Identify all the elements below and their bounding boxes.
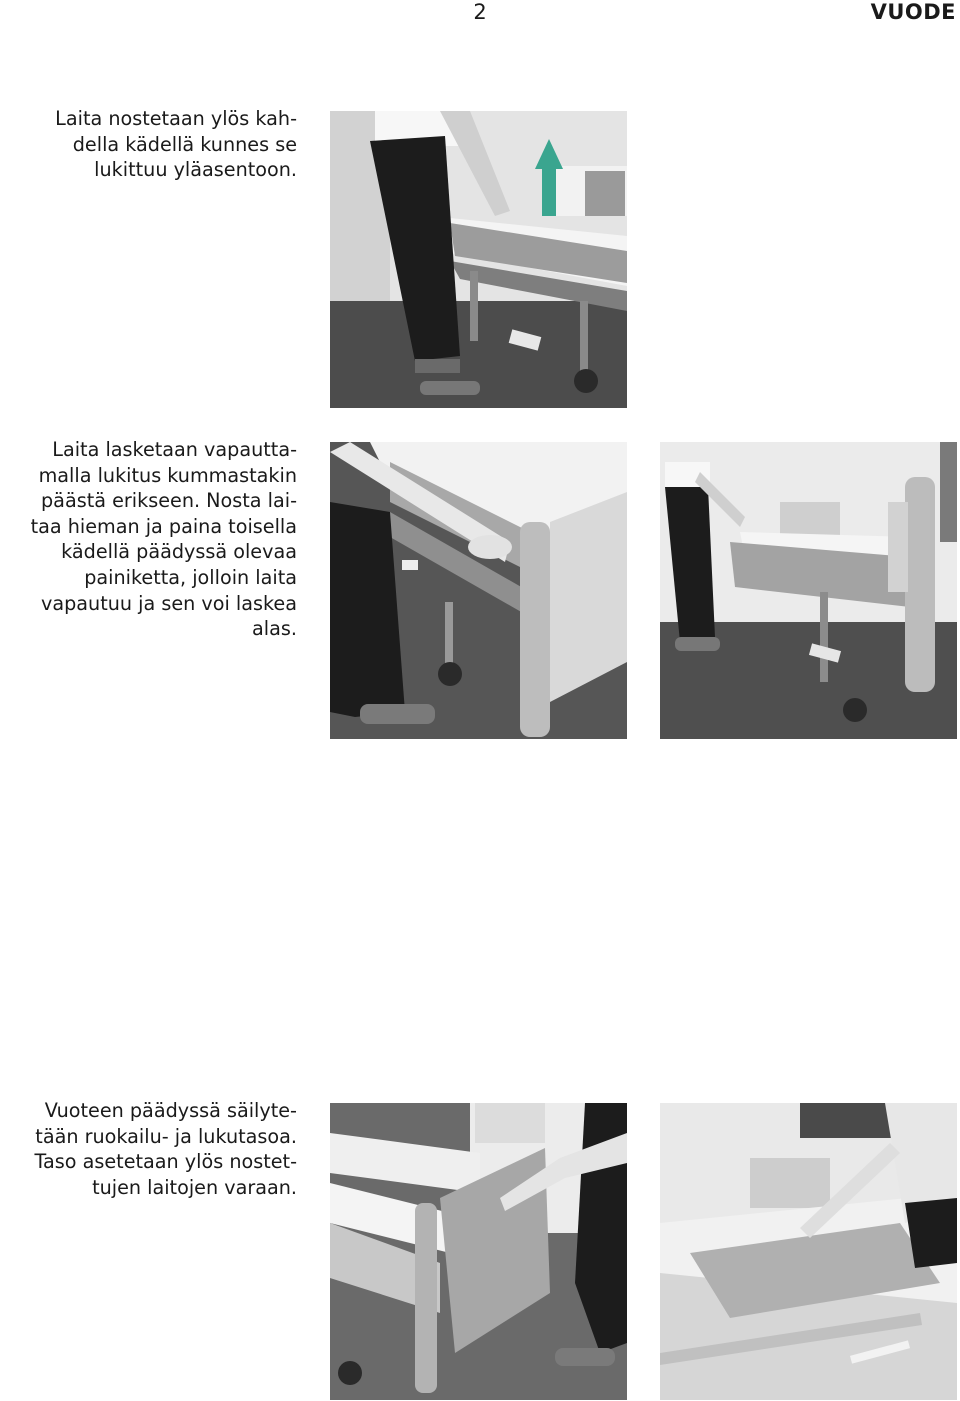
caption-line: tujen laitojen varaan. <box>92 1175 297 1199</box>
photo-removing-tray <box>330 1103 627 1400</box>
caption-dining-tray <box>0 1098 297 1200</box>
caption-line: Laita nostetaan ylös kah- <box>55 107 297 130</box>
caption-line: Taso asetetaan ylös nostet- <box>34 1150 297 1174</box>
section-title: VUODE <box>870 0 956 24</box>
photo-removing-tray-illustration <box>330 1103 627 1400</box>
caption-lower-rail <box>0 437 297 642</box>
caption-line: Laita lasketaan vapautta- <box>52 438 297 461</box>
caption-line: vapautuu ja sen voi laskea <box>40 591 297 615</box>
caption-raise-rail <box>0 106 297 183</box>
caption-line: päästä erikseen. Nosta lai- <box>41 489 297 513</box>
photo-raising-side-rail-illustration <box>330 111 627 408</box>
caption-line: della kädellä kunnes se <box>72 132 297 156</box>
photo-lowered-rail-overview <box>660 442 957 739</box>
photo-raising-side-rail <box>330 111 627 408</box>
caption-line: Vuoteen päädyssä säilyte- <box>44 1099 297 1122</box>
photo-pressing-release-button-illustration <box>330 442 627 739</box>
caption-line: lukittuu yläasentoon. <box>94 158 297 182</box>
photo-lowered-rail-overview-illustration <box>660 442 957 739</box>
page-number: 2 <box>473 0 487 24</box>
photo-placing-tray-illustration <box>660 1103 957 1400</box>
caption-line: alas. <box>252 617 297 641</box>
caption-line: tään ruokailu- ja lukutasoa. <box>35 1124 297 1148</box>
caption-line: painiketta, jolloin laita <box>84 565 297 589</box>
caption-line: kädellä päädyssä olevaa <box>61 540 297 564</box>
caption-line: malla lukitus kummastakin <box>38 463 297 487</box>
photo-placing-tray <box>660 1103 957 1400</box>
caption-line: taa hieman ja paina toisella <box>30 514 297 538</box>
photo-pressing-release-button <box>330 442 627 739</box>
